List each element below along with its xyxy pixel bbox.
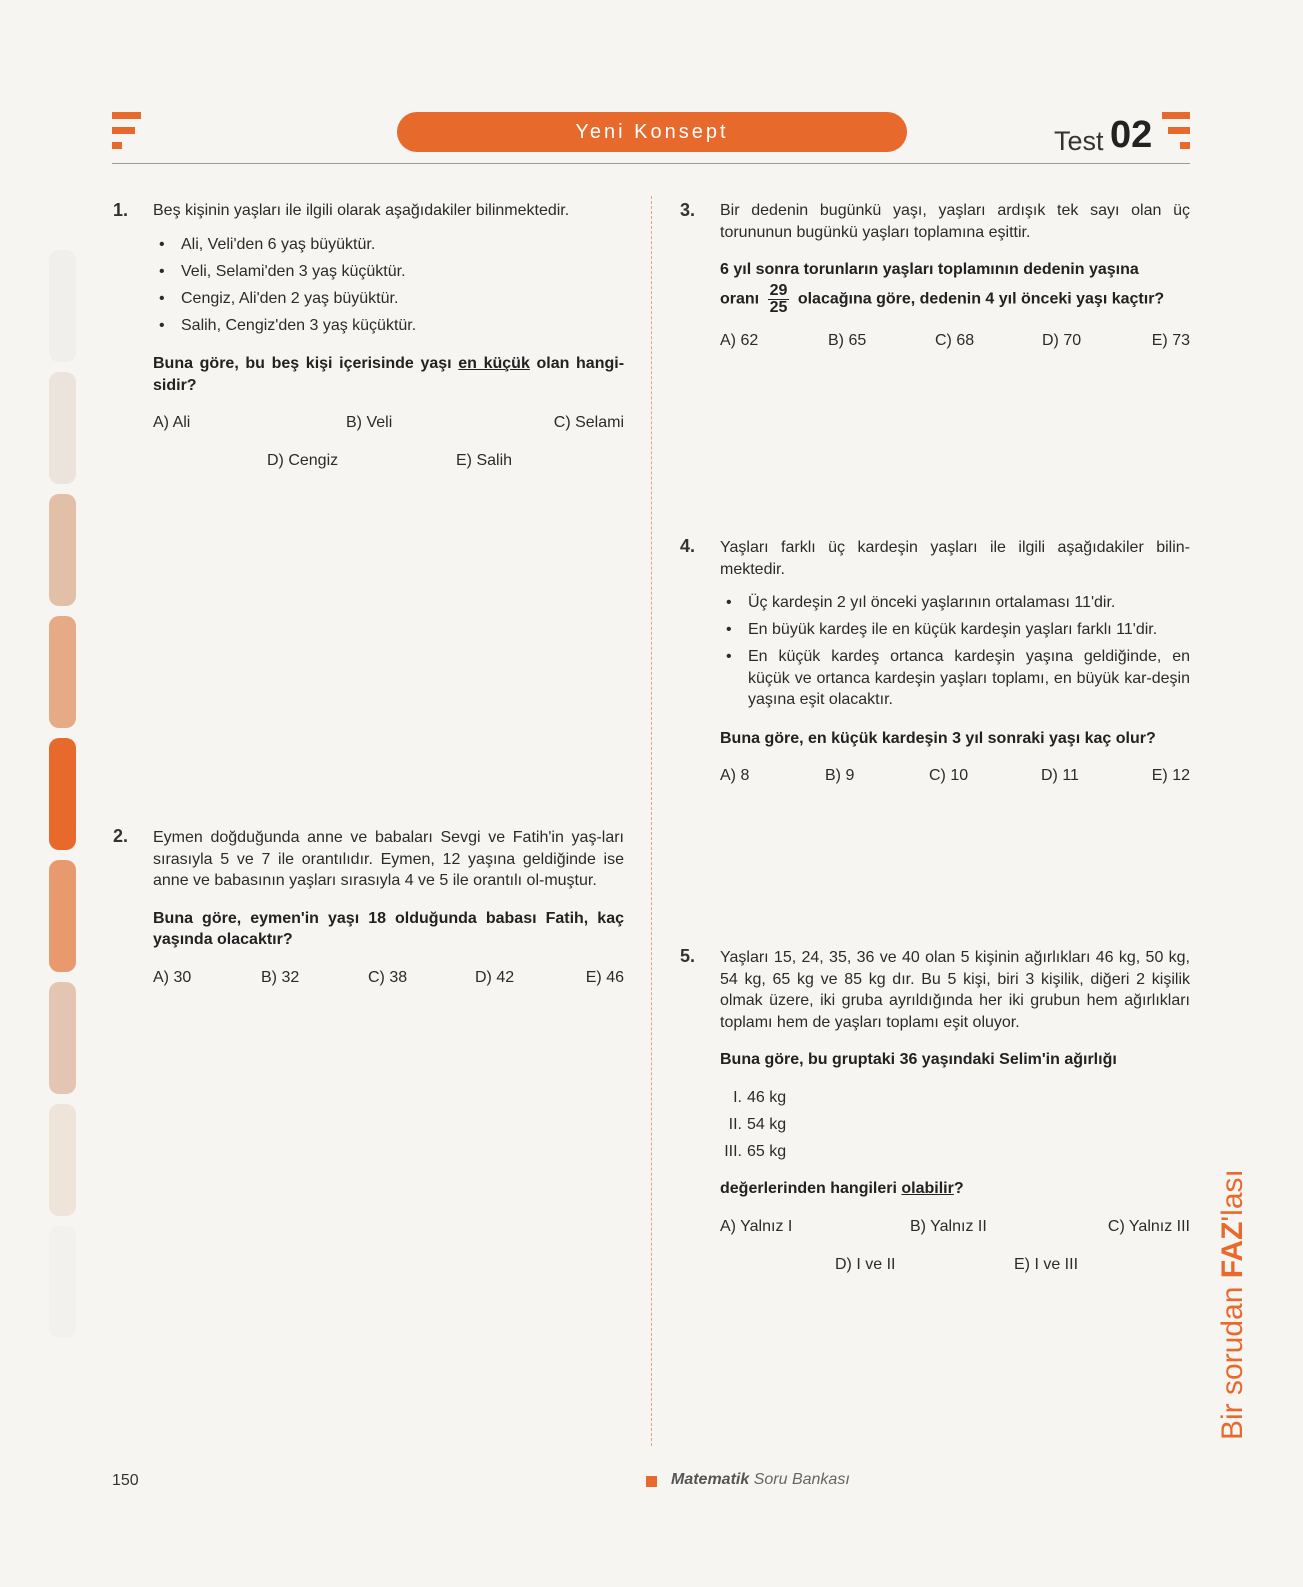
q1-intro: Beş kişinin yaşları ile ilgili olarak aşağıdakiler bilinmektedir. [153, 202, 570, 219]
q1-fact: • Veli, Selami'den 3 yaş küçüktür. [153, 261, 624, 283]
option-d[interactable]: D) 11 [1041, 767, 1079, 784]
q5-item: I. 46 kg [733, 1088, 787, 1106]
q1-question: Buna göre, bu beş kişi içerisinde yaşı en küçük olan hangi-sidir? [153, 355, 625, 394]
q2-question: Buna göre, eymen'in yaşı 18 olduğunda babası Fatih, kaç yaşında olacaktır? [153, 909, 624, 948]
question-4 [720, 537, 1190, 787]
side-slogan: Bir sorudan FAZ'lası [1216, 1169, 1249, 1440]
option-d[interactable]: D) Cengiz [267, 452, 339, 469]
option-e[interactable]: E) 46 [585, 968, 624, 986]
q1-facts [153, 234, 624, 337]
q5-number: 5. [680, 946, 696, 966]
option-e[interactable]: E) Salih [456, 452, 513, 469]
q5-question2: değerlerinden hangileri olabilir? [720, 1180, 964, 1197]
option-d[interactable]: D) I ve II [835, 1255, 896, 1273]
q3-fraction: $\frac{29}{25}$ [769, 281, 788, 316]
option-b[interactable]: B) 9 [825, 767, 855, 784]
option-a[interactable]: A) 62 [720, 331, 759, 349]
q4-question: Buna göre, en küçük kardeşin 3 yıl sonraki yaşı kaç olur? [720, 729, 1156, 747]
page-number: 150 [112, 1472, 139, 1489]
option-d[interactable]: D) 42 [475, 968, 515, 986]
q2-text: Eymen doğduğunda anne ve babaları Sevgi ve Fatih'in yaş-ları sırasıyla 5 ve 7 ile orantılıdır. Eymen, 12 yaşına geldiğinde ise anne ve babasının yaşları sırasıyla 4 ve 5 ile orantılı ol-muştur. [153, 829, 624, 889]
q1-fact: • Cengiz, Ali'den 2 yaş büyüktür. [153, 288, 624, 310]
q5-options [720, 1216, 1190, 1238]
header-rule [112, 163, 1190, 164]
q4-options [720, 765, 1190, 787]
option-a[interactable]: A) Yalnız I [720, 1217, 793, 1235]
q5-item: II. 54 kg [728, 1115, 787, 1133]
question-2 [153, 827, 624, 989]
option-b[interactable]: B) 65 [828, 331, 867, 349]
option-e[interactable]: E) 73 [1151, 331, 1190, 349]
q4-facts [720, 592, 1190, 711]
q3-text: Bir dedenin bugünkü yaşı, yaşları ardışık tek sayı olan üç torununun bugünkü yaşları toplamına eşittir. [720, 202, 1190, 241]
q5-item: III. 65 kg [724, 1142, 787, 1160]
question-1 [153, 200, 624, 472]
q5-text: Yaşları 15, 24, 35, 36 ve 40 olan 5 kişinin ağırlıkları 46 kg, 50 kg, 54 kg, 65 kg ve 85 kg dır. Bu 5 kişi, biri 3 kişilik, diğeri 2 kişilik olmak üzere, iki gruba ayrıldığında her iki grubun hem ağırlıkları toplamı hem de yaşları toplamı eşit oluyor. [720, 949, 1190, 1031]
question-5 [720, 947, 1190, 1276]
option-b[interactable]: B) 32 [261, 968, 300, 986]
option-d[interactable]: D) 70 [1042, 331, 1082, 349]
option-c[interactable]: C) Selami [553, 414, 624, 431]
option-e[interactable]: E) I ve III [1014, 1255, 1079, 1273]
column-divider [651, 196, 652, 1446]
option-e[interactable]: E) 12 [1151, 767, 1190, 784]
option-b[interactable]: B) Veli [346, 414, 393, 431]
q4-intro: Yaşları farklı üç kardeşin yaşları ile ilgili aşağıdakiler bilin-mektedir. [720, 539, 1190, 578]
q5-options-row2 [720, 1254, 1190, 1276]
option-c[interactable]: C) Yalnız III [1107, 1217, 1190, 1235]
q1-options [153, 412, 624, 434]
q1-fact: • Salih, Cengiz'den 3 yaş küçüktür. [153, 315, 624, 337]
footer-square-icon [646, 1476, 657, 1487]
q3-options [720, 330, 1190, 352]
question-3 [720, 200, 1190, 352]
option-c[interactable]: C) 68 [935, 331, 975, 349]
option-b[interactable]: B) Yalnız II [910, 1217, 987, 1235]
q4-number: 4. [680, 536, 696, 556]
q5-items [720, 1087, 1190, 1163]
q4-fact: • Üç kardeşin 2 yıl önceki yaşlarının ortalaması 11'dir. [720, 592, 1190, 614]
q4-fact: • En büyük kardeş ile en küçük kardeşin yaşları farklı 11'dir. [720, 619, 1190, 641]
q3-number: 3. [680, 200, 696, 220]
section-banner: Yeni Konsept [397, 112, 907, 152]
q3-question-line1: 6 yıl sonra torunların yaşları toplamının dedenin yaşına [720, 261, 1139, 278]
q2-options [153, 967, 624, 989]
q2-number: 2. [113, 826, 129, 846]
footer-book-title: Matematik Soru Bankası [671, 1471, 850, 1488]
option-c[interactable]: C) 38 [368, 968, 408, 986]
option-c[interactable]: C) 10 [929, 767, 969, 784]
q4-fact: • En küçük kardeş ortanca kardeşin yaşına geldiğinde, en küçük ve ortanca kardeşin yaşları toplamı, en büyük kar-deşin yaşına eşit olacaktır. [720, 646, 1190, 711]
test-label: Test [1054, 126, 1104, 156]
option-a[interactable]: A) 30 [153, 968, 192, 986]
q1-options-row2 [153, 450, 624, 472]
q1-fact: • Ali, Veli'den 6 yaş büyüktür. [153, 234, 624, 256]
q1-number: 1. [113, 200, 129, 220]
option-a[interactable]: A) Ali [153, 414, 191, 431]
q5-question: Buna göre, bu gruptaki 36 yaşındaki Selim'in ağırlığı [720, 1051, 1117, 1068]
q3-question-line2: oranı $\frac{29}{25}$ olacağına göre, dedenin 4 yıl önceki yaşı kaçtır? [720, 281, 1165, 316]
option-a[interactable]: A) 8 [720, 767, 750, 784]
test-number: 02 [1110, 114, 1153, 156]
